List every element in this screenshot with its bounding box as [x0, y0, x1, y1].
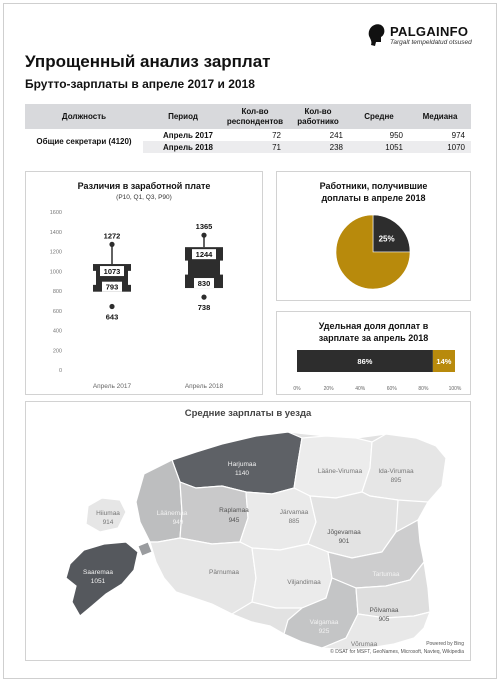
employees-cell: 238: [287, 141, 349, 153]
region-jarvamaa: [240, 488, 316, 550]
brand-head-icon: [366, 22, 386, 50]
pie-panel: [276, 171, 471, 301]
page-subtitle: Брутто-зарплаты в апреле 2017 и 2018: [25, 77, 255, 91]
map-label-name: Lääne-Virumaa: [317, 468, 363, 475]
bar-segment-label: 86%: [357, 357, 373, 366]
map-panel: [25, 401, 471, 661]
brand-tagline: Targalt tempeldatud otsused: [390, 39, 472, 46]
col-header-employees: Кол-во работнико: [287, 104, 349, 129]
pie-title: Работники, получившие доплаты в апреле 2018: [319, 181, 428, 203]
pie-slice-label: 25%: [378, 234, 395, 244]
q3-label: 1244: [195, 250, 213, 260]
mean-cell: 950: [389, 130, 403, 140]
brand-logo: [366, 22, 486, 52]
bar-segment-label: 14%: [436, 357, 452, 366]
map-credit: © DSAT for MSFT, GeoNames, Microsoft, Navteq, Wikipedia: [330, 649, 464, 655]
position-cell: Общие секретари (4120): [36, 136, 132, 146]
col-header-mean: Средне: [349, 104, 409, 129]
y-tick-label: 1600: [49, 210, 62, 216]
summary-table: [25, 104, 471, 153]
p10-marker: [201, 295, 206, 300]
mean-cell: 1051: [349, 141, 409, 153]
map-label-value: 925: [318, 628, 330, 635]
summary-header-row: [25, 104, 471, 129]
map-label-name: Jõgevamaa: [327, 529, 361, 536]
boxplot-subtitle: (P10, Q1, Q3, P90): [116, 194, 172, 201]
map-label-name: Järvamaa: [279, 509, 309, 516]
box-notch: [220, 261, 224, 275]
region-laane-virumaa: [294, 436, 372, 498]
period-cell: Апрель 2017: [163, 130, 213, 140]
p90-label: 1272: [103, 231, 121, 241]
map-label-name: Saaremaa: [83, 569, 113, 576]
map-label-name: Viljandimaa: [287, 579, 321, 586]
x-tick-label: 80%: [418, 386, 429, 392]
map-label-value: 945: [228, 517, 240, 524]
map-label-value: 895: [390, 477, 402, 484]
y-tick-label: 200: [52, 348, 62, 355]
map-label-value: 1051: [90, 578, 106, 585]
box-notch: [184, 261, 188, 275]
respondents-cell: 72: [272, 130, 281, 140]
x-category-label: Апрель 2017: [92, 383, 132, 390]
share-bar-chart: [277, 346, 470, 394]
x-tick-label: 20%: [323, 386, 334, 392]
map-label-name: Põlvamaa: [369, 607, 399, 614]
estonia-map: [26, 402, 470, 660]
x-tick-label: 100%: [448, 386, 462, 392]
map-title: Средние зарплаты в уезда: [184, 408, 312, 419]
map-label-value: 901: [338, 538, 350, 545]
box-notch: [92, 271, 96, 285]
y-tick-label: 1200: [49, 249, 62, 256]
x-tick-label: 0%: [293, 386, 301, 392]
p90-label: 1365: [195, 222, 213, 232]
col-header-median: Медиана: [409, 104, 471, 129]
share-bar-title: Удельная доля доплат в зарплате за апрель 2018: [318, 321, 429, 343]
map-label-name: Läänemaa: [156, 510, 188, 517]
y-tick-label: 400: [52, 328, 62, 335]
x-category-label: Апрель 2018: [184, 383, 224, 390]
map-label-value: 1140: [235, 470, 249, 477]
region-parnumaa: [150, 538, 256, 614]
map-powered-by: Powered by Bing: [426, 641, 464, 647]
map-label-name: Raplamaa: [219, 507, 249, 514]
median-cell: 974: [451, 130, 465, 140]
region-muhu-island: [138, 542, 152, 556]
y-tick-label: 1000: [49, 269, 62, 276]
pie-chart: [277, 206, 470, 300]
map-label-value: 905: [378, 616, 390, 623]
page-title: Упрощенный анализ зарплат: [25, 52, 271, 71]
map-label-name: Hiiumaa: [96, 510, 120, 517]
p90-marker: [201, 233, 206, 238]
map-label-name: Valgamaa: [309, 619, 339, 626]
boxplot-chart: [26, 202, 262, 392]
map-label-value: 949: [172, 519, 184, 526]
brand-name: PALGAINFO: [390, 24, 469, 39]
map-label-name: Võrumaa: [350, 641, 378, 648]
q1-label: 793: [105, 282, 119, 292]
period-cell: Апрель 2018: [143, 141, 223, 153]
p10-label: 643: [105, 312, 119, 322]
q3-label: 1073: [103, 267, 121, 277]
y-tick-label: 0: [58, 368, 62, 374]
map-label-name: Ida-Virumaa: [378, 468, 414, 475]
p90-marker: [109, 242, 114, 247]
table-row: [25, 129, 471, 141]
col-header-position: Должность: [25, 104, 143, 129]
share-bar-panel: [276, 311, 471, 395]
respondents-cell: 71: [223, 141, 287, 153]
y-tick-label: 600: [52, 308, 62, 315]
region-laanemaa: [136, 460, 182, 542]
map-label-name: Harjumaa: [227, 461, 257, 468]
map-label-name: Pärnumaa: [209, 569, 239, 576]
box-notch: [128, 271, 132, 285]
y-tick-label: 800: [52, 289, 62, 295]
x-tick-label: 60%: [386, 386, 397, 392]
p10-label: 738: [197, 303, 211, 313]
employees-cell: 241: [329, 130, 343, 140]
median-cell: 1070: [409, 141, 471, 153]
q1-label: 830: [197, 279, 211, 289]
x-tick-label: 40%: [355, 386, 366, 392]
boxplot-panel: [25, 171, 263, 395]
col-header-respondents: Кол-во респондентов: [223, 104, 287, 129]
col-header-period: Период: [143, 104, 223, 129]
map-label-name: Tartumaa: [372, 571, 400, 578]
y-tick-label: 1400: [49, 229, 62, 236]
region-viljandimaa: [252, 544, 332, 608]
boxplot-title: Различия в заработной плате: [77, 181, 211, 191]
p10-marker: [109, 304, 114, 309]
map-label-value: 885: [288, 518, 300, 525]
map-label-value: 914: [102, 519, 114, 526]
